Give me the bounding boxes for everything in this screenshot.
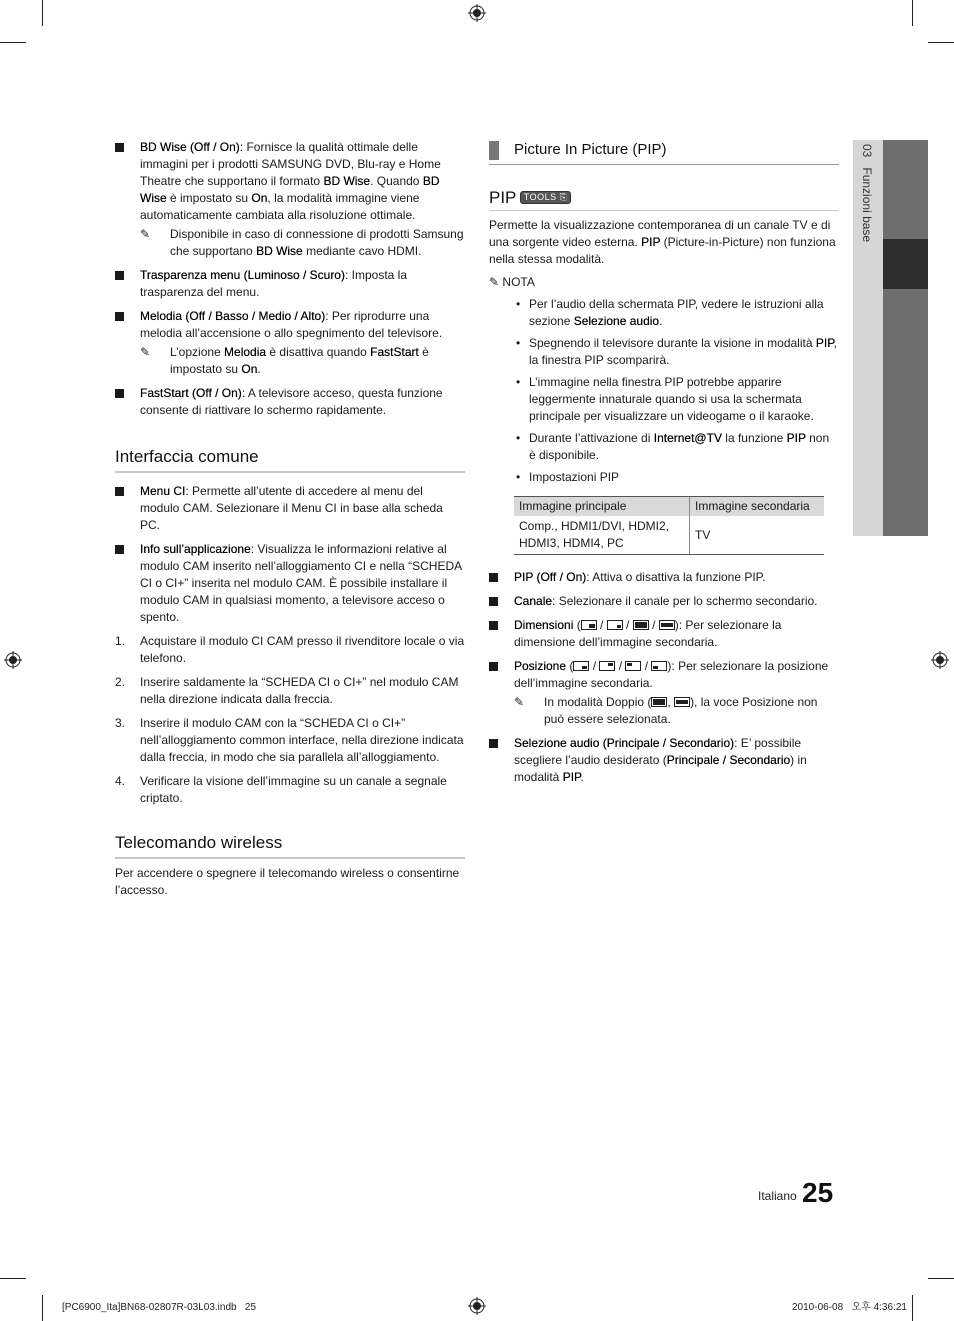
list-item	[115, 483, 465, 534]
item-bold: BD Wise	[323, 174, 371, 188]
list-item	[115, 308, 465, 378]
crop-mark	[912, 1295, 913, 1321]
step-number: 4.	[115, 774, 126, 788]
list-item: Posizione ( / / / ): Per selezionare la posizione dell’immagine secondaria. ✎ In modalità Doppio ( , ), la voce Posizione non può essere selezionata.	[489, 658, 839, 728]
note-text: L’opzione	[170, 345, 225, 359]
note: ✎ In modalità Doppio ( , ), la voce Posizione non può essere selezionata.	[514, 695, 818, 726]
side-tab-marker	[883, 239, 928, 289]
bullet-square-icon	[115, 271, 124, 280]
bullet-text: la funzione	[721, 431, 787, 445]
registration-mark-icon	[468, 4, 486, 22]
bullet-dot-icon: •	[516, 470, 521, 484]
bullet-bold: PIP	[815, 336, 834, 350]
step-item	[115, 633, 465, 667]
note-text: mediante cavo HDMI.	[302, 244, 422, 258]
item-text: : A televisore acceso, questa funzione consente di riattivare lo schermo rapidamente.	[140, 386, 443, 417]
bullet-square-icon	[489, 621, 498, 630]
bullet-bold: Internet@TV	[653, 431, 722, 445]
crop-mark	[912, 0, 913, 26]
item-label: PIP (Off / On)	[514, 570, 587, 584]
item-label: Posizione	[514, 659, 567, 673]
size-dual-wide-icon	[674, 697, 690, 707]
note-text: .	[257, 362, 261, 376]
pip-heading: PIP	[489, 188, 517, 207]
item-text: ) in modalità	[514, 753, 807, 784]
size-small-icon	[581, 620, 597, 630]
bullet-square-icon	[489, 739, 498, 748]
item-label: FastStart (Off / On)	[140, 386, 242, 400]
table-header-row	[514, 497, 824, 517]
bullet-square-icon	[489, 597, 498, 606]
bullet-bold: PIP	[786, 431, 806, 445]
pencil-note-icon: ✎	[489, 275, 500, 289]
bullet-text: non è disponibile.	[529, 431, 830, 462]
tools-badge: TOOLS ⎘	[520, 191, 572, 204]
crop-mark	[42, 1295, 43, 1321]
position-bottom-right-icon	[573, 661, 589, 671]
item-text: : Per selezionare la dimensione dell’immagine secondaria.	[514, 618, 782, 649]
bullet-square-icon	[115, 487, 124, 496]
item-label: Menu CI	[140, 484, 186, 498]
note-bold: Melodia	[224, 345, 267, 359]
nota-list	[489, 296, 839, 555]
step-number: 1.	[115, 634, 126, 648]
list-item	[489, 735, 839, 786]
note-text: In modalità Doppio (	[544, 695, 652, 709]
side-tab	[853, 140, 883, 536]
note	[140, 226, 465, 260]
bullet-square-icon	[115, 389, 124, 398]
nota-label: NOTA	[502, 275, 535, 289]
step-text: Verificare la visione dell’immagine su un canale a segnale criptato.	[140, 774, 447, 805]
page-number: 25	[802, 1177, 834, 1208]
item-text: : Attiva o disattiva la funzione PIP.	[586, 570, 766, 584]
crop-mark	[0, 42, 26, 43]
list-item	[514, 430, 839, 464]
bullet-text: L’immagine nella finestra PIP potrebbe apparire leggermente innaturale quando si usa la schermata principale per visualizzare un videogame o il karaoke.	[529, 375, 814, 423]
intro-text: (Picture-in-Picture) non funziona nella stessa modalità.	[489, 235, 836, 266]
list-item: Dimensioni ( / / / ): Per selezionare la dimensione dell’immagine secondaria.	[489, 617, 839, 651]
print-file-info: [PC6900_Ita]BN68-02807R-03L03.indb 25	[62, 1302, 257, 1313]
item-bold: On	[251, 191, 268, 205]
section-heading: Interfaccia comune	[115, 446, 465, 473]
position-top-right-icon	[599, 661, 615, 671]
item-text: : Visualizza le informazioni relative al modulo CAM inserito nell’alloggiamento CI e nella “SCHEDA CI o CI+” inserita nel modulo CAM. È possibile installare il modulo CAM in qualsiasi momento, a televisore acceso o spento.	[140, 542, 462, 624]
step-item	[115, 773, 465, 807]
left-column	[115, 139, 465, 899]
right-column	[489, 139, 839, 793]
position-bottom-left-icon	[651, 661, 667, 671]
crop-mark	[928, 42, 954, 43]
bullet-text: .	[659, 314, 663, 328]
size-dual-equal-icon	[651, 697, 667, 707]
bullet-text: Impostazioni PIP	[529, 470, 620, 484]
note-bold: FastStart	[370, 345, 419, 359]
step-item	[115, 715, 465, 766]
bullet-dot-icon: •	[516, 336, 521, 350]
pencil-note-icon: ✎	[514, 695, 525, 709]
item-text: : Per riprodurre una melodia all’accensione o allo spegnimento del televisore.	[140, 309, 443, 340]
list-item	[489, 593, 839, 610]
step-text: Inserire il modulo CAM con la “SCHEDA CI o CI+” nell’alloggiamento common interface, nella direzione indicata dalla freccia, in modo che sia parallela all’alloggiamento.	[140, 716, 464, 764]
list-item	[115, 385, 465, 419]
note-bold: BD Wise	[256, 244, 303, 258]
table-cell: Comp., HDMI1/DVI, HDMI2, HDMI3, HDMI4, PC	[514, 516, 690, 555]
bullet-square-icon	[489, 573, 498, 582]
list-item	[514, 374, 839, 425]
step-text: Acquistare il modulo CI CAM presso il rivenditore locale o via telefono.	[140, 634, 465, 665]
footer-language: Italiano	[758, 1189, 797, 1203]
item-text: : E’ possibile scegliere l’audio desiderato (	[514, 736, 802, 767]
bullet-square-icon	[115, 545, 124, 554]
list-item	[514, 296, 839, 330]
crop-mark	[928, 1278, 954, 1279]
size-dual-equal-icon	[633, 620, 649, 630]
item-label: BD Wise (Off / On)	[140, 140, 240, 154]
item-label: Trasparenza menu (Luminoso / Scuro)	[140, 268, 345, 282]
registration-mark-icon	[468, 1297, 486, 1315]
list-item	[514, 335, 839, 369]
tools-label: TOOLS	[523, 192, 557, 202]
intro-text: Permette la visualizzazione contemporanea di un canale TV e di una sorgente video esterna.	[489, 218, 831, 249]
crop-mark	[0, 1278, 26, 1279]
pip-table	[514, 496, 824, 555]
item-text: : Imposta la trasparenza del menu.	[140, 268, 408, 299]
item-label: Canale	[514, 594, 553, 608]
note-text: Disponibile in caso di connessione di prodotti Samsung che supportano	[170, 227, 464, 258]
bullet-bold: Selezione audio	[573, 314, 660, 328]
section-title-bar	[489, 139, 839, 165]
pencil-note-icon: ✎	[140, 345, 151, 359]
item-label: Dimensioni	[514, 618, 574, 632]
bullet-text: Per l’audio della schermata PIP, vedere le istruzioni alla sezione	[529, 297, 824, 328]
position-top-left-icon	[625, 661, 641, 671]
bullet-dot-icon: •	[516, 375, 521, 389]
step-text: Inserire saldamente la “SCHEDA CI o CI+” nel modulo CAM nella direzione indicata dalla freccia.	[140, 675, 459, 706]
note-text: è impostato su	[170, 345, 429, 376]
size-dual-wide-icon	[659, 620, 675, 630]
list-item	[115, 541, 465, 626]
table-row	[514, 516, 824, 555]
size-medium-icon	[607, 620, 623, 630]
bullet-text: Durante l’attivazione di	[529, 431, 654, 445]
section-heading: Telecomando wireless	[115, 832, 465, 859]
intro-paragraph	[489, 217, 839, 268]
chapter-label: Funzioni base	[860, 167, 874, 243]
registration-mark-icon	[931, 651, 949, 669]
section-marker	[489, 141, 499, 160]
item-text: : Per selezionare la posizione dell’immagine secondaria.	[514, 659, 829, 690]
registration-mark-icon	[4, 651, 22, 669]
item-text: è impostato su	[166, 191, 252, 205]
intro-bold: PIP	[641, 235, 661, 249]
note	[140, 344, 465, 378]
bullet-text: , la finestra PIP scomparirà.	[529, 336, 837, 367]
item-text: : Permette all’utente di accedere al menu del modulo CAM. Selezionare il Menu CI in base alla scheda PC.	[140, 484, 443, 532]
list-item	[489, 569, 839, 586]
pip-heading-bar	[489, 187, 839, 211]
print-date-info: 2010-06-08 오후 4:36:21	[792, 1302, 907, 1313]
nota-heading	[489, 274, 839, 291]
note-text: ), la voce Posizione non può essere selezionata.	[544, 695, 818, 726]
step-number: 2.	[115, 675, 126, 689]
item-text: : Fornisce la qualità ottimale delle immagini per i prodotti SAMSUNG DVD, Blu-ray e Home Theatre che supportano il formato	[140, 140, 441, 188]
bullet-dot-icon: •	[516, 297, 521, 311]
item-text: . Quando	[370, 174, 423, 188]
section-title: Picture In Picture (PIP)	[514, 141, 667, 158]
side-tab-text	[859, 144, 875, 242]
item-bold: PIP	[562, 770, 581, 784]
crop-mark	[42, 0, 43, 26]
side-tab-dark	[883, 140, 928, 536]
item-text: , la modalità immagine viene automaticamente cambiata alla risoluzione ottimale.	[140, 191, 420, 222]
note-text: è disattiva quando	[266, 345, 371, 359]
list-item	[514, 469, 839, 486]
table-header: Immagine principale	[514, 497, 690, 517]
bullet-square-icon	[115, 143, 124, 152]
item-label: Melodia (Off / Basso / Medio / Alto)	[140, 309, 326, 323]
list-item	[115, 139, 465, 260]
table-cell: TV	[690, 516, 825, 555]
bullet-dot-icon: •	[516, 431, 521, 445]
item-bold: BD Wise	[140, 174, 440, 205]
note-bold: On	[241, 362, 258, 376]
item-label: Selezione audio (Principale / Secondario)	[514, 736, 735, 750]
item-text: : Selezionare il canale per lo schermo secondario.	[552, 594, 818, 608]
pencil-note-icon: ✎	[140, 227, 151, 241]
step-item	[115, 674, 465, 708]
table-header: Immagine secondaria	[690, 497, 825, 517]
bullet-square-icon	[489, 662, 498, 671]
bullet-text: Spegnendo il televisore durante la visione in modalità	[529, 336, 816, 350]
list-item	[115, 267, 465, 301]
chapter-number: 03	[860, 144, 874, 158]
bullet-square-icon	[115, 312, 124, 321]
item-label: Info sull’applicazione	[140, 542, 251, 556]
item-bold: Principale / Secondario	[666, 753, 791, 767]
step-number: 3.	[115, 716, 126, 730]
item-text: .	[580, 770, 584, 784]
paragraph: Per accendere o spegnere il telecomando wireless o consentirne l’accesso.	[115, 866, 460, 897]
